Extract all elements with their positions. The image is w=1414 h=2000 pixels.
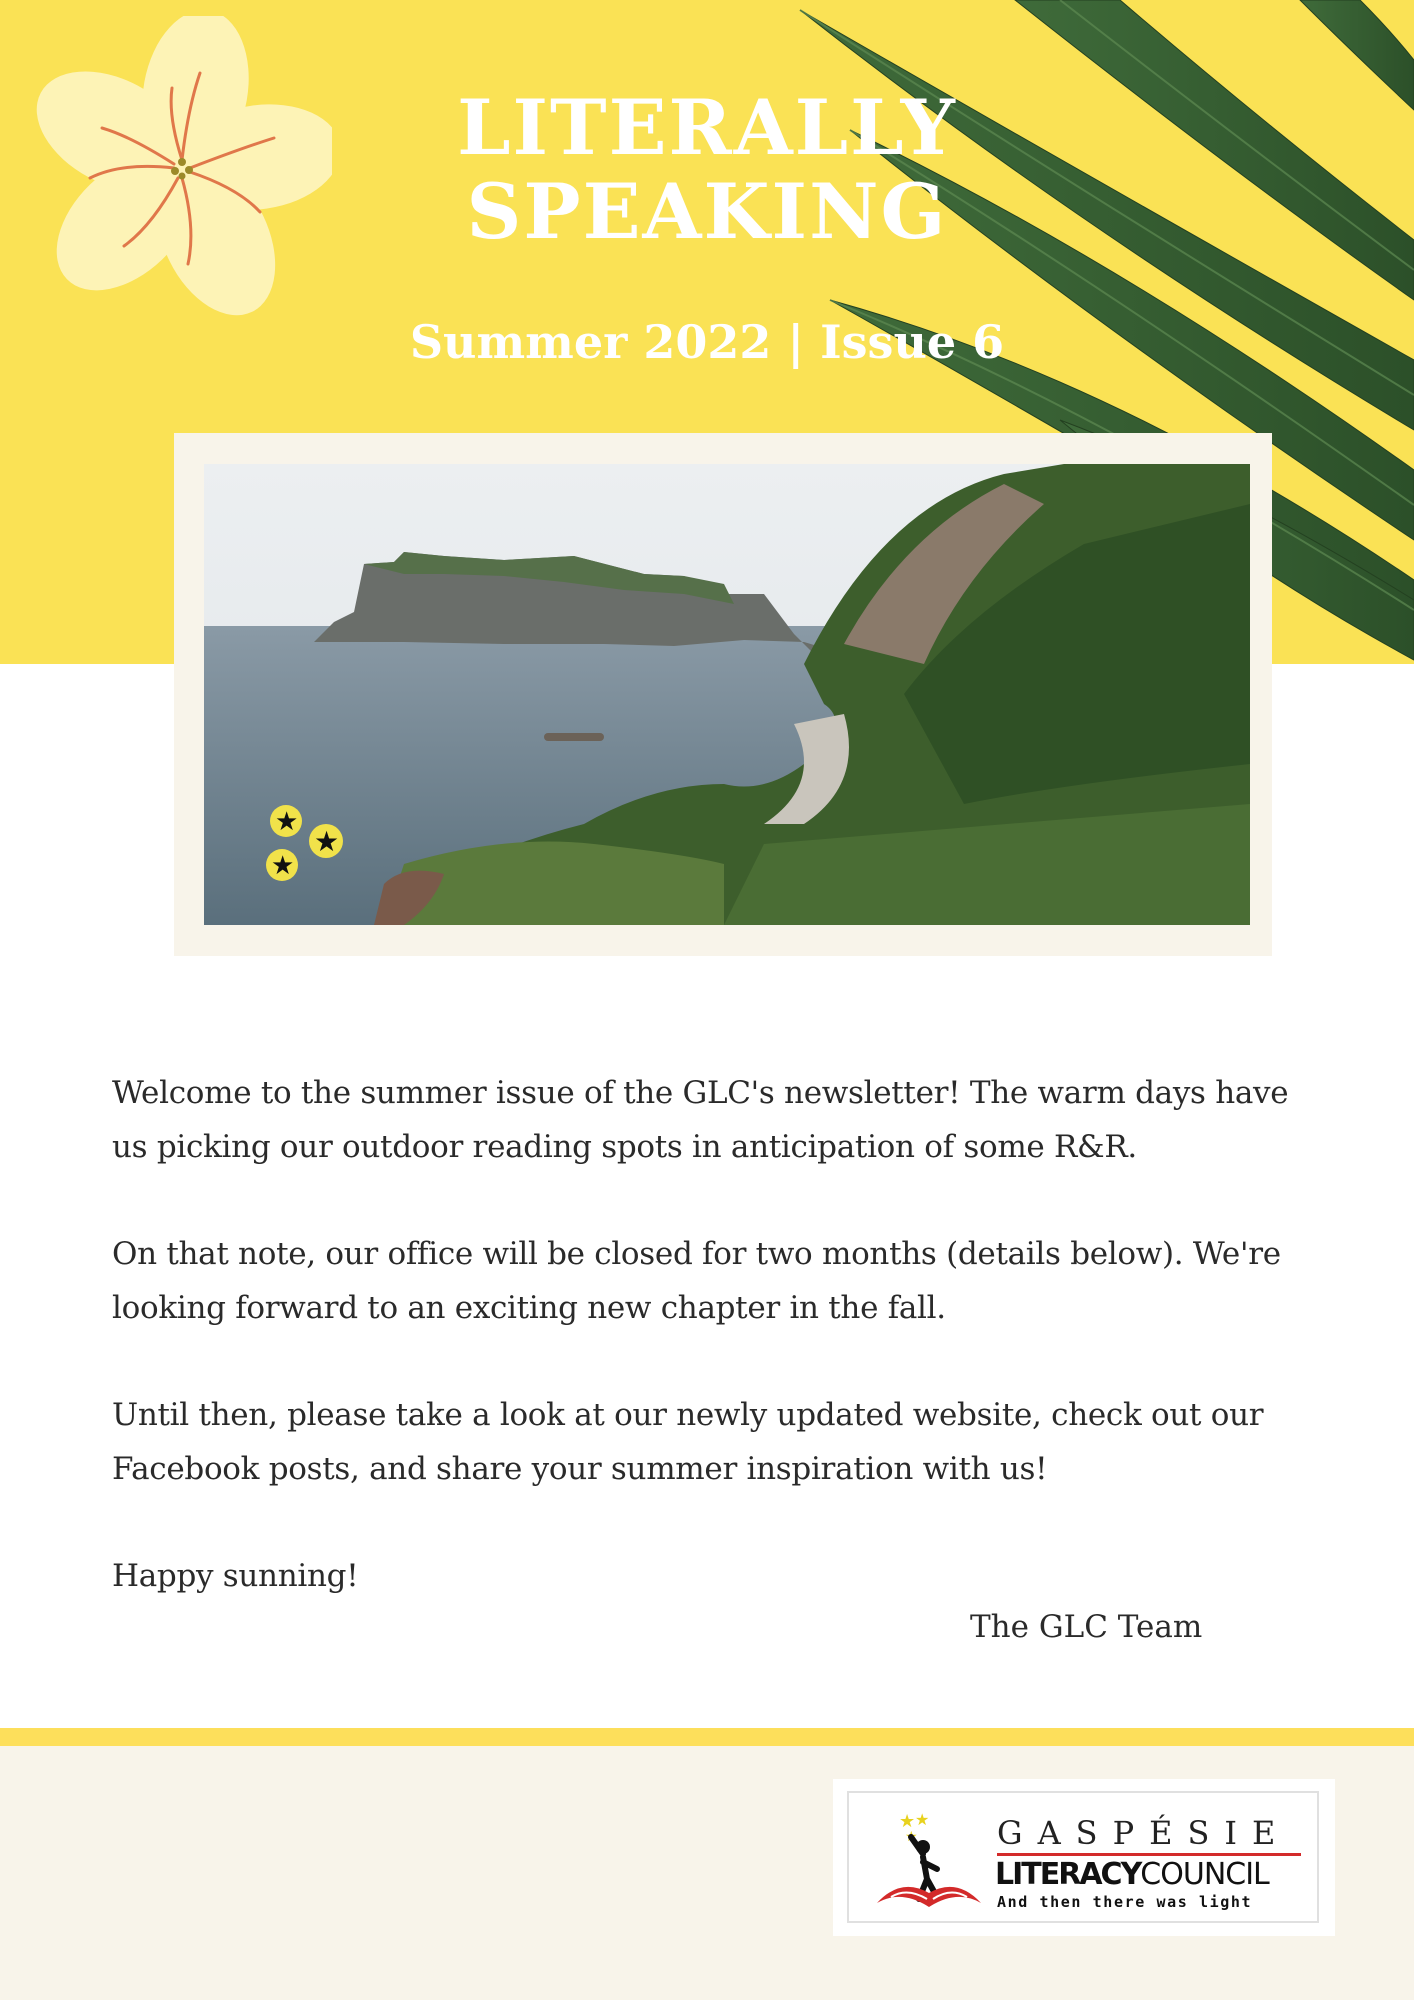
logo-tagline: And then there was light: [997, 1893, 1253, 1911]
logo-wordmark: [995, 1857, 1315, 1893]
svg-text:★: ★: [314, 825, 340, 858]
signoff: The GLC Team: [970, 1609, 1203, 1645]
svg-text:★: ★: [275, 807, 299, 837]
svg-text:★: ★: [899, 1811, 916, 1832]
title-line-2: SPEAKING: [466, 167, 948, 256]
svg-text:★: ★: [271, 851, 295, 881]
paragraph-3: Until then, please take a look at our newly updated website, check out our Facebook posts, and share your summer inspiration with us!: [112, 1397, 1264, 1487]
logo-border: [847, 1791, 1319, 1923]
logo-literacy: LITERACY: [995, 1857, 1141, 1892]
issue-subtitle: Summer 2022 | Issue 6: [409, 315, 1005, 369]
paragraph-1: Welcome to the summer issue of the GLC's newsletter! The warm days have us picking our outdoor reading spots in anticipation of some R&R.: [112, 1075, 1289, 1165]
welcome-message: [112, 1066, 1332, 1603]
newsletter-title: [400, 83, 1014, 256]
flower-icon: [16, 16, 332, 336]
svg-text:★: ★: [915, 1810, 930, 1829]
title-line-1: LITERALLY: [457, 83, 957, 172]
logo-rule: [997, 1853, 1301, 1856]
coastal-cliff-photo: [204, 464, 1250, 925]
literacy-council-logo: [833, 1779, 1335, 1936]
footer-divider: [0, 1728, 1414, 1746]
logo-council: COUNCIL: [1140, 1857, 1269, 1892]
closing-line: Happy sunning!: [112, 1558, 359, 1594]
logo-gaspesie: GASPÉSIE: [997, 1814, 1291, 1852]
svg-text:★: ★: [905, 1829, 918, 1845]
paragraph-2: On that note, our office will be closed for two months (details below). We're looking forward to an exciting new chapter in the fall.: [112, 1236, 1281, 1326]
reader-stars-icon: [871, 1807, 987, 1917]
